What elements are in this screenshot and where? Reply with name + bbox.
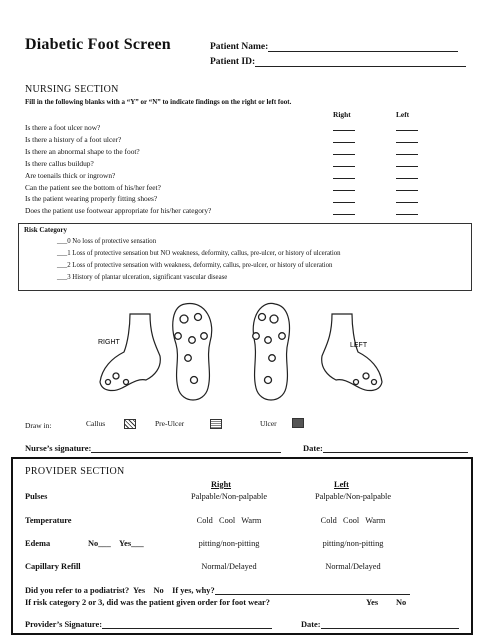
footwear-yes[interactable]: Yes — [366, 598, 379, 607]
risk-item-0[interactable]: ___0 No loss of protective sensation — [57, 238, 157, 245]
nurse-signature-label: Nurse’s signature: — [25, 443, 92, 453]
risk-category-box — [18, 223, 472, 291]
left-answer-blank[interactable] — [396, 142, 418, 143]
question-list — [25, 122, 211, 217]
edema-right[interactable]: pitting/non-pitting — [198, 539, 260, 548]
question-item: Is there a history of a foot ulcer? — [25, 134, 122, 144]
patient-name-label: Patient Name: — [210, 42, 269, 52]
provider-section-title: PROVIDER SECTION — [25, 466, 125, 477]
pre-ulcer-label: Pre-Ulcer — [155, 419, 185, 428]
risk-category-title: Risk Category — [24, 226, 67, 234]
provider-col-left: Left — [334, 480, 349, 489]
question-item: Does the patient use footwear appropriate for his/her category? — [25, 206, 212, 216]
question-item: Are toenails thick or ingrown? — [25, 170, 116, 180]
right-answer-blank[interactable] — [333, 202, 355, 203]
risk-item-2[interactable]: ___2 Loss of protective sensation with weakness, deformity, callus, pre-ulcer, or history of ulceration — [57, 262, 333, 269]
left-answer-blank[interactable] — [396, 214, 418, 215]
form-title: Diabetic Foot Screen — [25, 36, 171, 53]
left-answer-blank[interactable] — [396, 166, 418, 167]
risk-item-3[interactable]: ___3 History of plantar ulceration, significant vascular disease — [57, 274, 228, 281]
nurse-date-label: Date: — [303, 443, 323, 453]
temperature-right[interactable]: Cold Cool Warm — [196, 516, 262, 525]
right-answer-blank[interactable] — [333, 154, 355, 155]
right-side-foot — [100, 314, 160, 390]
edema-yes[interactable]: Yes___ — [119, 539, 144, 548]
provider-date-field[interactable] — [321, 628, 459, 629]
col-right-header: Right — [333, 110, 351, 119]
left-answer-blank[interactable] — [396, 130, 418, 131]
right-answer-blank[interactable] — [333, 214, 355, 215]
edema-left[interactable]: pitting/non-pitting — [322, 539, 384, 548]
nursing-section-title: NURSING SECTION — [25, 84, 119, 95]
nurse-signature-field[interactable] — [91, 452, 281, 453]
nurse-date-row — [303, 443, 468, 453]
nurse-date-field[interactable] — [323, 452, 468, 453]
footwear-question: If risk category 2 or 3, did was the patient given order for foot wear? — [25, 598, 270, 607]
callus-swatch — [124, 419, 136, 429]
capillary-refill-left[interactable]: Normal/Delayed — [325, 562, 381, 571]
risk-item-1[interactable]: ___1 Loss of protective sensation but NO weakness, deformity, callus, pre-ulcer, or history of ulceration — [57, 250, 341, 257]
patient-id-row — [210, 57, 466, 67]
question-item: Is the patient wearing properly fitting shoes? — [25, 194, 158, 204]
callus-label: Callus — [86, 419, 106, 428]
left-answer-blank[interactable] — [396, 190, 418, 191]
pulses-left[interactable]: Palpable/Non-palpable — [314, 492, 392, 501]
feet-diagram[interactable] — [80, 292, 410, 410]
provider-col-right: Right — [211, 480, 232, 489]
right-label: RIGHT — [98, 339, 120, 346]
nurse-signature-row — [25, 443, 281, 453]
provider-section-box — [11, 457, 473, 635]
question-item: Is there a foot ulcer now? — [25, 123, 101, 132]
provider-signature-label: Provider’s Signature: — [25, 620, 102, 629]
podiatrist-question-text: Did you refer to a podiatrist? Yes No If yes, why? — [25, 586, 215, 595]
left-answer-blank[interactable] — [396, 154, 418, 155]
pre-ulcer-swatch — [210, 419, 222, 429]
question-item: Is there callus buildup? — [25, 158, 94, 168]
draw-in-label: Draw in: — [25, 421, 52, 430]
patient-id-label: Patient ID: — [210, 57, 256, 67]
right-answer-blank[interactable] — [333, 190, 355, 191]
right-answer-blank[interactable] — [333, 142, 355, 143]
capillary-refill-right[interactable]: Normal/Delayed — [201, 562, 257, 571]
provider-signature-row — [25, 620, 272, 629]
question-item: Is there an abnormal shape to the foot? — [25, 146, 140, 156]
left-label: LEFT — [350, 342, 368, 349]
temperature-left[interactable]: Cold Cool Warm — [320, 516, 386, 525]
footwear-no[interactable]: No — [396, 598, 407, 607]
left-answer-blank[interactable] — [396, 202, 418, 203]
provider-date-label: Date: — [301, 620, 321, 629]
provider-signature-field[interactable] — [102, 628, 272, 629]
edema-label: Edema — [25, 539, 51, 548]
right-answer-blank[interactable] — [333, 166, 355, 167]
ulcer-label: Ulcer — [260, 419, 277, 428]
right-answer-blank[interactable] — [333, 178, 355, 179]
left-answer-blank[interactable] — [396, 178, 418, 179]
edema-no[interactable]: No___ — [88, 539, 111, 548]
patient-name-field[interactable] — [268, 51, 458, 52]
right-answer-blank[interactable] — [333, 130, 355, 131]
temperature-label: Temperature — [25, 516, 72, 525]
provider-date-row — [301, 620, 459, 629]
capillary-refill-label: Capillary Refill — [25, 562, 81, 571]
patient-id-field[interactable] — [255, 66, 466, 67]
patient-name-row — [210, 42, 458, 52]
podiatrist-reason-field[interactable] — [215, 594, 410, 595]
pulses-label: Pulses — [25, 492, 48, 501]
col-left-header: Left — [396, 110, 410, 119]
question-item: Can the patient see the bottom of his/her feet? — [25, 182, 161, 192]
ulcer-swatch — [292, 418, 304, 428]
nursing-instructions: Fill in the following blanks with a “Y” or “N” to indicate findings on the right or left foot. — [25, 98, 292, 106]
left-side-foot — [322, 314, 382, 390]
podiatrist-question — [25, 586, 410, 595]
right-sole — [173, 304, 212, 400]
pulses-right[interactable]: Palpable/Non-palpable — [190, 492, 268, 501]
